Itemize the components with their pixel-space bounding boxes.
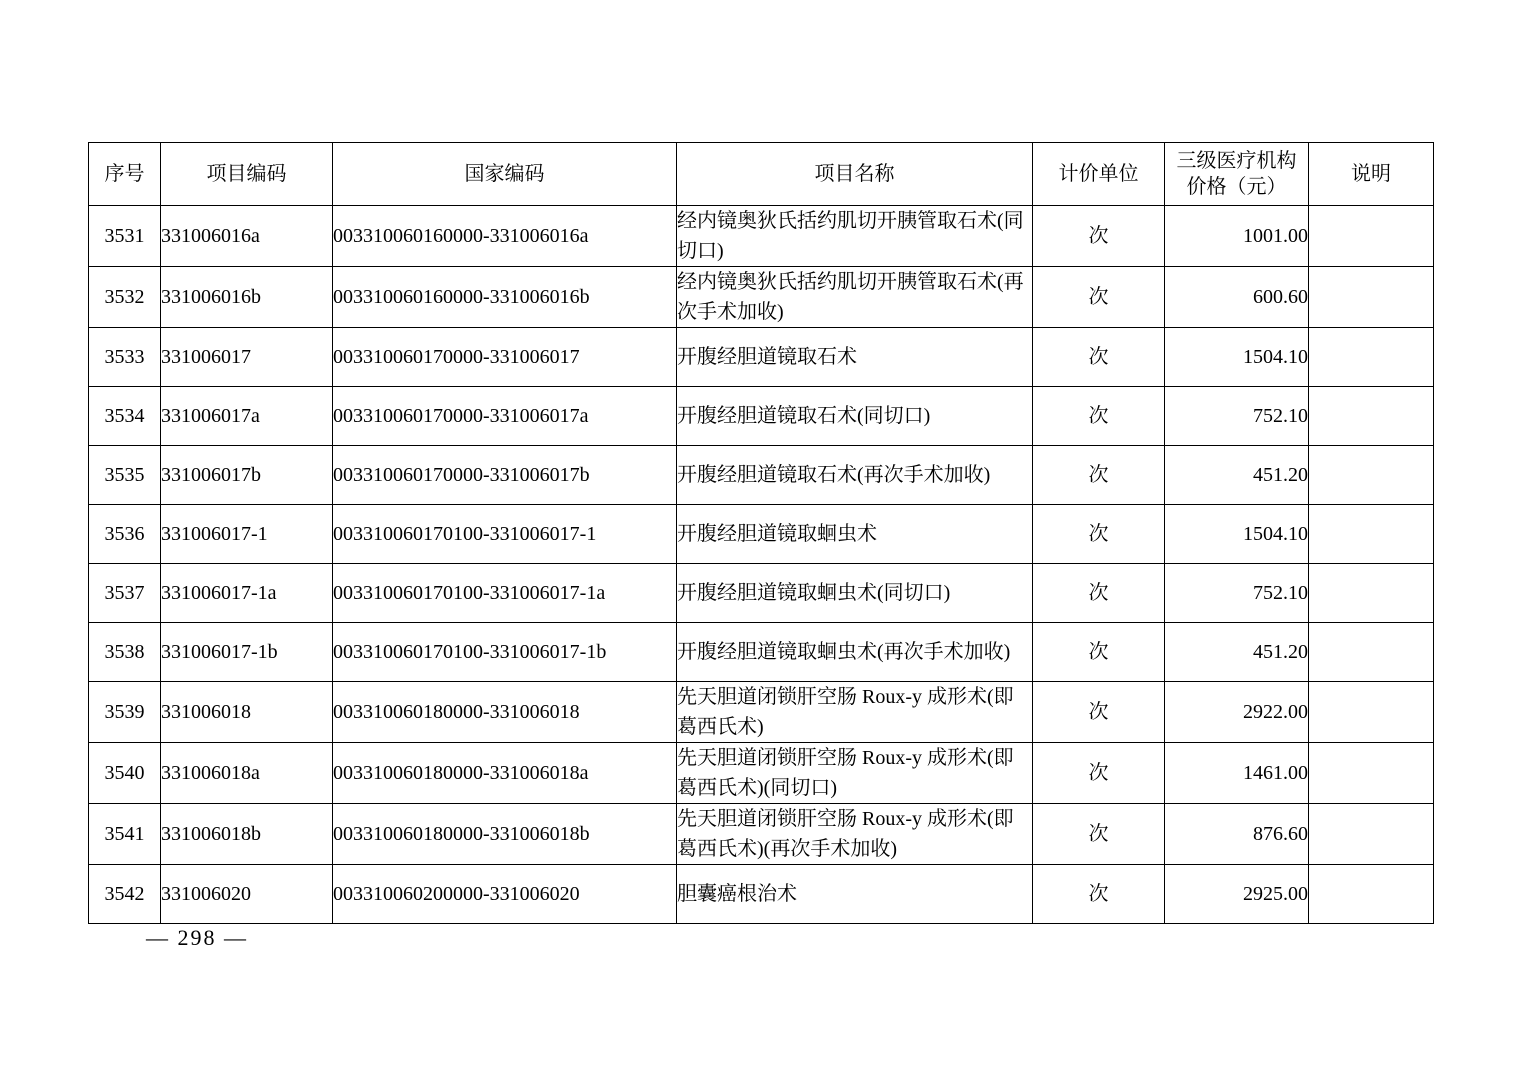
table-row xyxy=(89,505,1434,564)
cell-code: 331006017-1a xyxy=(161,564,333,623)
cell-name: 先天胆道闭锁肝空肠 Roux-y 成形术(即葛西氏术)(同切口) xyxy=(677,743,1033,804)
cell-name: 胆囊癌根治术 xyxy=(677,865,1033,924)
cell-name: 先天胆道闭锁肝空肠 Roux-y 成形术(即葛西氏术) xyxy=(677,682,1033,743)
table-row xyxy=(89,446,1434,505)
cell-price: 752.10 xyxy=(1165,387,1309,446)
cell-note xyxy=(1309,743,1434,804)
cell-seq: 3539 xyxy=(89,682,161,743)
cell-national-code: 003310060170100-331006017-1b xyxy=(333,623,677,682)
table-body xyxy=(89,206,1434,924)
table-row xyxy=(89,623,1434,682)
cell-seq: 3538 xyxy=(89,623,161,682)
table-row xyxy=(89,804,1434,865)
cell-unit: 次 xyxy=(1033,564,1165,623)
cell-seq: 3533 xyxy=(89,328,161,387)
table-row xyxy=(89,206,1434,267)
cell-note xyxy=(1309,446,1434,505)
cell-unit: 次 xyxy=(1033,387,1165,446)
cell-seq: 3536 xyxy=(89,505,161,564)
cell-note xyxy=(1309,564,1434,623)
cell-name: 先天胆道闭锁肝空肠 Roux-y 成形术(即葛西氏术)(再次手术加收) xyxy=(677,804,1033,865)
cell-seq: 3534 xyxy=(89,387,161,446)
cell-code: 331006016b xyxy=(161,267,333,328)
cell-seq: 3541 xyxy=(89,804,161,865)
cell-unit: 次 xyxy=(1033,865,1165,924)
cell-note xyxy=(1309,682,1434,743)
page-number: — 298 — xyxy=(146,925,248,950)
cell-note xyxy=(1309,623,1434,682)
cell-price: 2925.00 xyxy=(1165,865,1309,924)
cell-unit: 次 xyxy=(1033,505,1165,564)
table-row xyxy=(89,387,1434,446)
cell-name: 开腹经胆道镜取石术(再次手术加收) xyxy=(677,446,1033,505)
cell-seq: 3542 xyxy=(89,865,161,924)
cell-price: 2922.00 xyxy=(1165,682,1309,743)
cell-name: 开腹经胆道镜取蛔虫术 xyxy=(677,505,1033,564)
cell-national-code: 003310060170000-331006017a xyxy=(333,387,677,446)
cell-note xyxy=(1309,206,1434,267)
table-row xyxy=(89,865,1434,924)
column-header-unit: 计价单位 xyxy=(1033,143,1165,206)
cell-price: 876.60 xyxy=(1165,804,1309,865)
cell-name: 开腹经胆道镜取石术(同切口) xyxy=(677,387,1033,446)
cell-note xyxy=(1309,387,1434,446)
cell-seq: 3532 xyxy=(89,267,161,328)
table-header-row xyxy=(89,143,1434,206)
cell-price: 752.10 xyxy=(1165,564,1309,623)
cell-name: 经内镜奥狄氏括约肌切开胰管取石术(再次手术加收) xyxy=(677,267,1033,328)
cell-national-code: 003310060170100-331006017-1a xyxy=(333,564,677,623)
column-header-price-line2: 价格（元） xyxy=(1186,176,1287,198)
cell-note xyxy=(1309,804,1434,865)
table-row xyxy=(89,564,1434,623)
cell-code: 331006018b xyxy=(161,804,333,865)
table-row xyxy=(89,743,1434,804)
cell-note xyxy=(1309,267,1434,328)
table-header xyxy=(89,143,1434,206)
cell-name: 开腹经胆道镜取蛔虫术(同切口) xyxy=(677,564,1033,623)
cell-note xyxy=(1309,865,1434,924)
cell-code: 331006017-1b xyxy=(161,623,333,682)
column-header-code: 项目编码 xyxy=(161,143,333,206)
cell-seq: 3531 xyxy=(89,206,161,267)
cell-national-code: 003310060200000-331006020 xyxy=(333,865,677,924)
cell-code: 331006017b xyxy=(161,446,333,505)
cell-unit: 次 xyxy=(1033,623,1165,682)
column-header-note: 说明 xyxy=(1309,143,1434,206)
cell-name: 开腹经胆道镜取蛔虫术(再次手术加收) xyxy=(677,623,1033,682)
cell-code: 331006016a xyxy=(161,206,333,267)
cell-price: 451.20 xyxy=(1165,446,1309,505)
cell-price: 1504.10 xyxy=(1165,505,1309,564)
price-table xyxy=(88,142,1434,924)
cell-price: 1461.00 xyxy=(1165,743,1309,804)
cell-code: 331006020 xyxy=(161,865,333,924)
cell-national-code: 003310060170100-331006017-1 xyxy=(333,505,677,564)
cell-unit: 次 xyxy=(1033,267,1165,328)
cell-name: 经内镜奥狄氏括约肌切开胰管取石术(同切口) xyxy=(677,206,1033,267)
column-header-seq: 序号 xyxy=(89,143,161,206)
price-table-container xyxy=(88,142,1433,924)
column-header-name: 项目名称 xyxy=(677,143,1033,206)
cell-code: 331006018 xyxy=(161,682,333,743)
cell-national-code: 003310060180000-331006018a xyxy=(333,743,677,804)
cell-code: 331006017a xyxy=(161,387,333,446)
cell-unit: 次 xyxy=(1033,328,1165,387)
cell-national-code: 003310060160000-331006016b xyxy=(333,267,677,328)
cell-seq: 3535 xyxy=(89,446,161,505)
cell-price: 451.20 xyxy=(1165,623,1309,682)
column-header-price xyxy=(1165,143,1309,206)
table-row xyxy=(89,267,1434,328)
column-header-national-code: 国家编码 xyxy=(333,143,677,206)
table-row xyxy=(89,682,1434,743)
cell-national-code: 003310060170000-331006017b xyxy=(333,446,677,505)
cell-unit: 次 xyxy=(1033,206,1165,267)
cell-unit: 次 xyxy=(1033,446,1165,505)
cell-price: 600.60 xyxy=(1165,267,1309,328)
cell-unit: 次 xyxy=(1033,682,1165,743)
cell-note xyxy=(1309,328,1434,387)
cell-code: 331006018a xyxy=(161,743,333,804)
cell-national-code: 003310060180000-331006018 xyxy=(333,682,677,743)
column-header-price-line1: 三级医疗机构 xyxy=(1176,150,1297,172)
cell-national-code: 003310060160000-331006016a xyxy=(333,206,677,267)
cell-name: 开腹经胆道镜取石术 xyxy=(677,328,1033,387)
cell-code: 331006017 xyxy=(161,328,333,387)
cell-national-code: 003310060180000-331006018b xyxy=(333,804,677,865)
cell-unit: 次 xyxy=(1033,743,1165,804)
cell-national-code: 003310060170000-331006017 xyxy=(333,328,677,387)
cell-code: 331006017-1 xyxy=(161,505,333,564)
cell-seq: 3540 xyxy=(89,743,161,804)
cell-unit: 次 xyxy=(1033,804,1165,865)
cell-note xyxy=(1309,505,1434,564)
cell-seq: 3537 xyxy=(89,564,161,623)
cell-price: 1001.00 xyxy=(1165,206,1309,267)
table-row xyxy=(89,328,1434,387)
cell-price: 1504.10 xyxy=(1165,328,1309,387)
